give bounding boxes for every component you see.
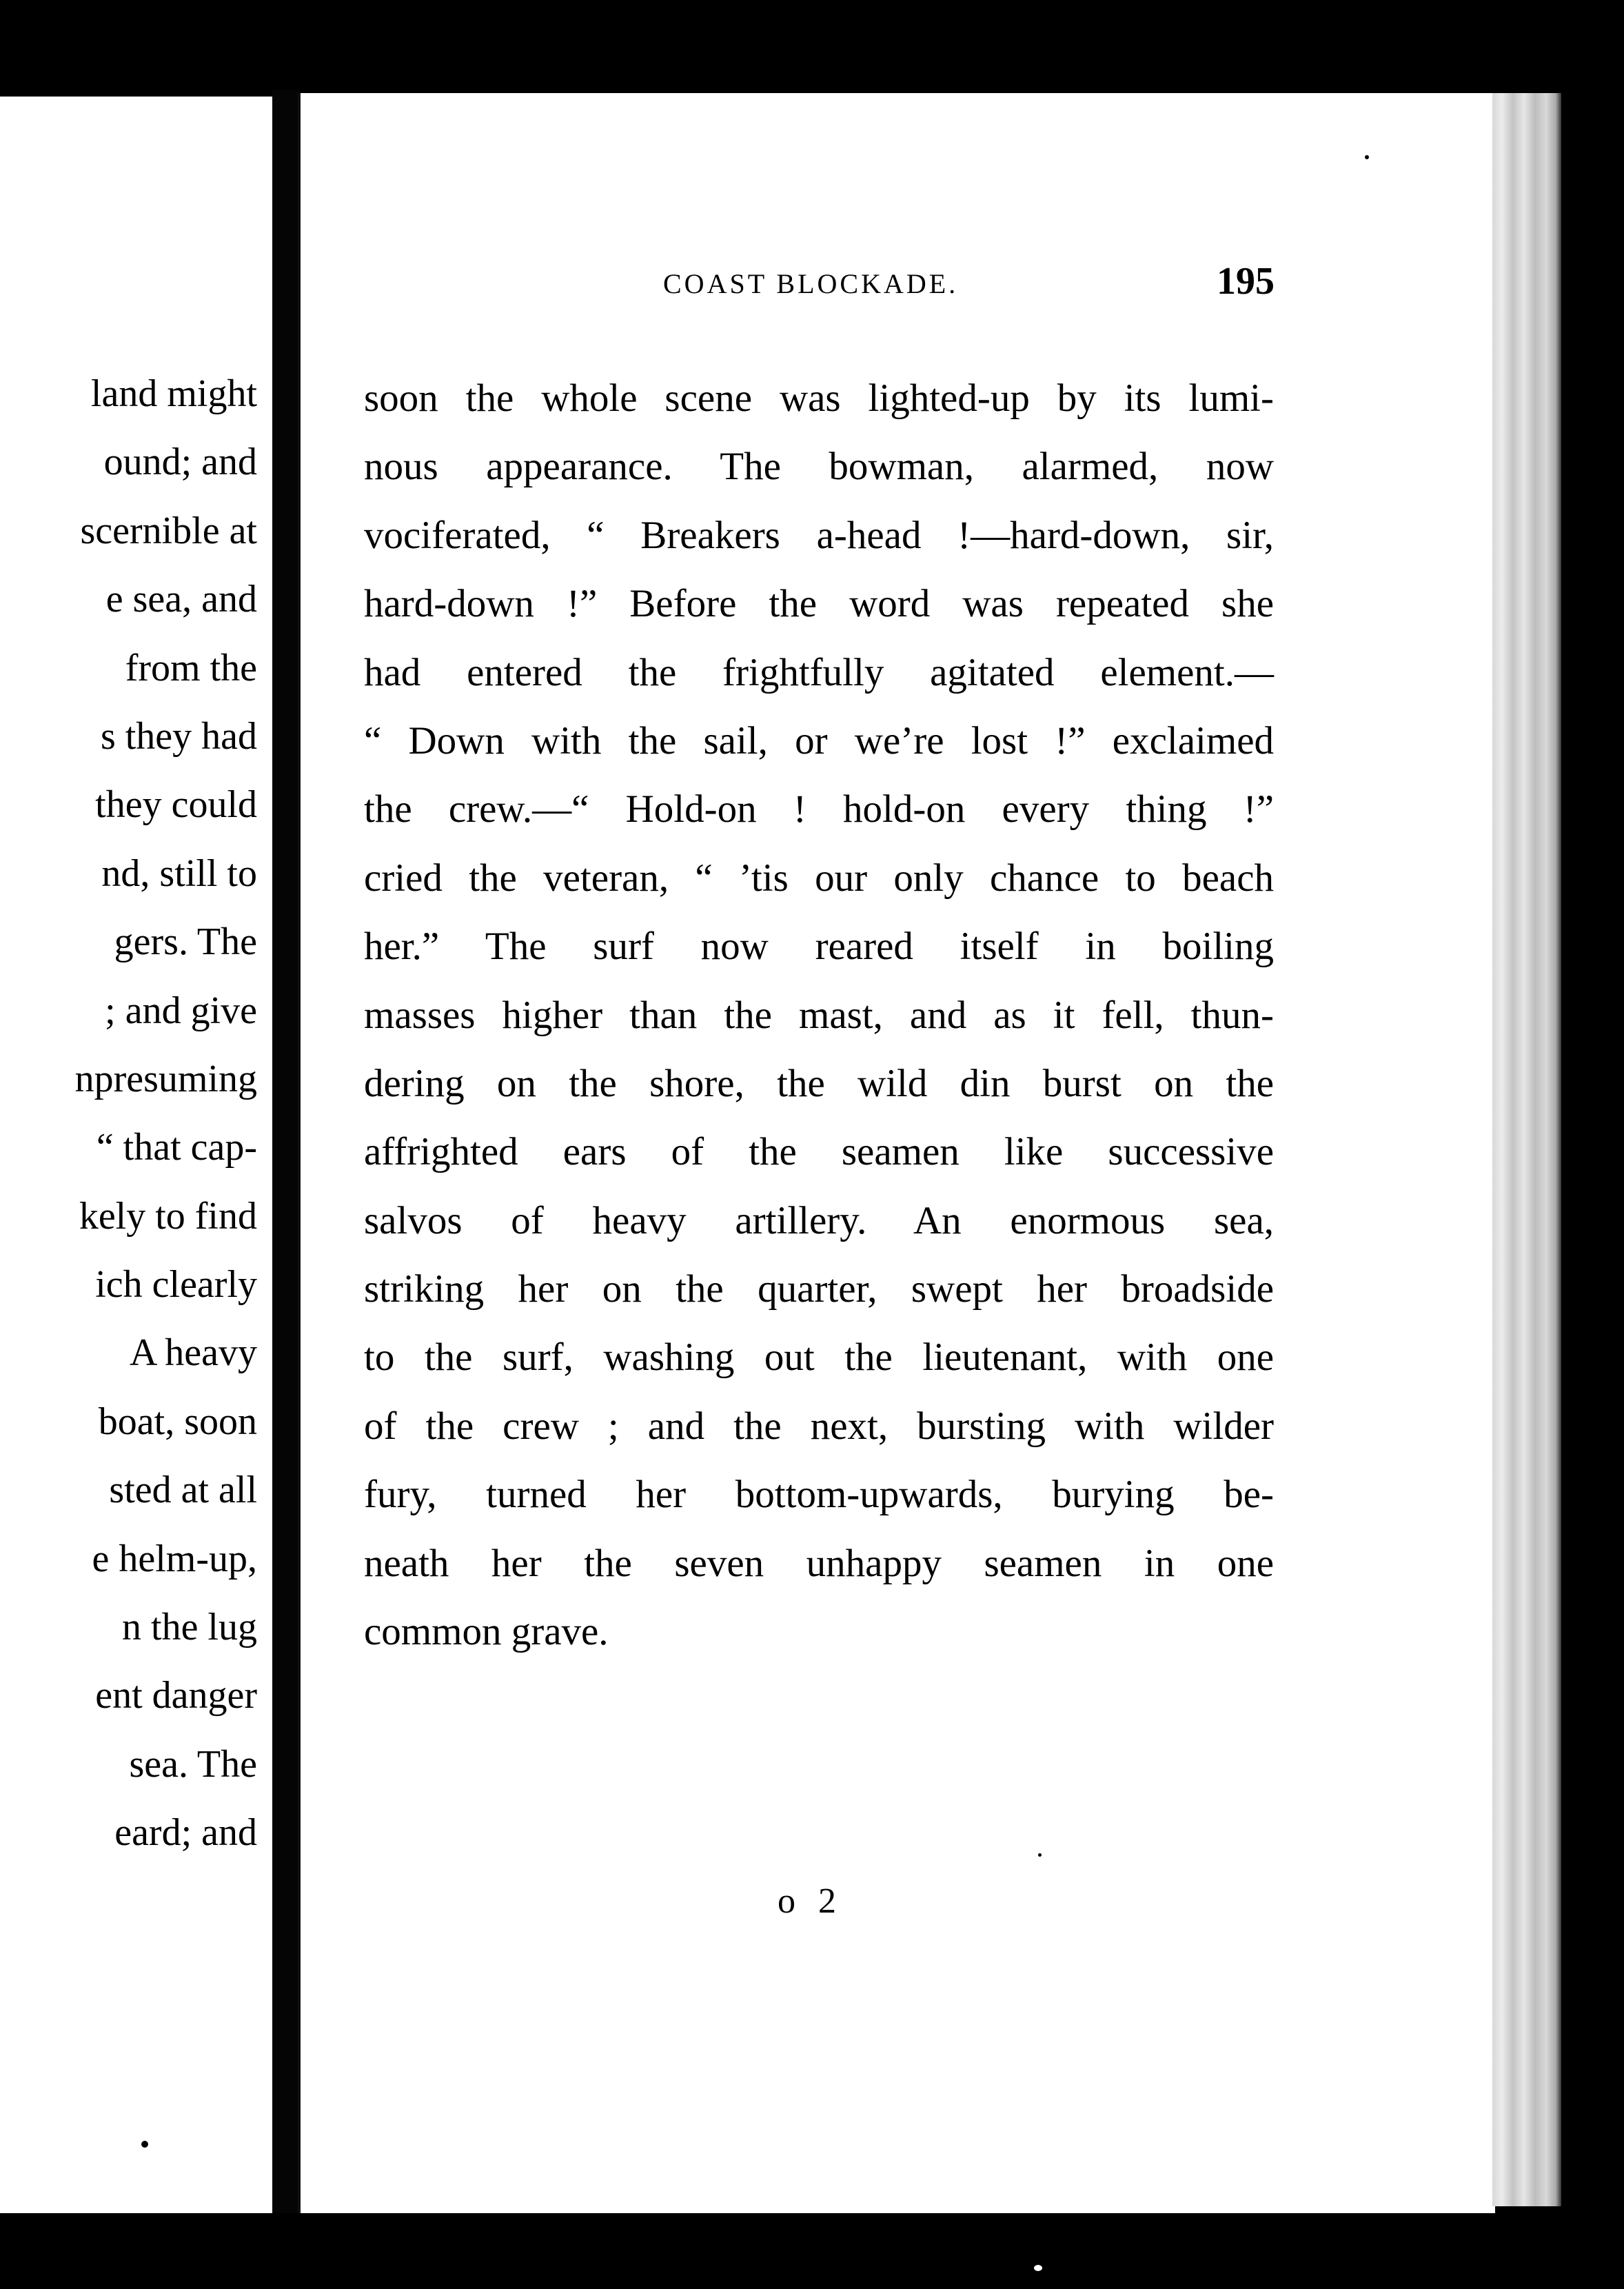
left-page-line: e sea, and bbox=[105, 578, 257, 621]
left-page-line: gers. The bbox=[114, 920, 257, 964]
text-line: dering on the shore, the wild din burst on the bbox=[364, 1061, 1274, 1105]
left-page-line: sea. The bbox=[129, 1742, 257, 1786]
page-edges bbox=[1492, 93, 1561, 2206]
page-number: 195 bbox=[1217, 260, 1275, 303]
text-line: soon the whole scene was lighted-up by its lumi- bbox=[364, 376, 1274, 420]
running-head: COAST BLOCKADE. bbox=[663, 268, 959, 299]
text-line: hard-down !” Before the word was repeated she bbox=[364, 582, 1274, 626]
left-page bbox=[0, 97, 272, 2213]
body-text bbox=[364, 364, 1274, 1666]
left-page-line: they could bbox=[95, 783, 257, 827]
ink-speck bbox=[141, 2141, 148, 2148]
left-page-line: ent danger bbox=[95, 1674, 257, 1717]
text-line: salvos of heavy artillery. An enormous sea, bbox=[364, 1198, 1274, 1242]
text-line: common grave. bbox=[364, 1610, 609, 1654]
text-line: the crew.—“ Hold-on ! hold-on every thing !” bbox=[364, 787, 1274, 831]
text-line: neath her the seven unhappy seamen in one bbox=[364, 1541, 1274, 1585]
left-page-line: from the bbox=[125, 646, 257, 689]
ink-speck bbox=[1038, 1853, 1042, 1857]
left-page-line: npresuming bbox=[74, 1057, 257, 1100]
left-page-line: ; and give bbox=[105, 989, 257, 1032]
text-line: nous appearance. The bowman, alarmed, now bbox=[364, 445, 1274, 489]
text-line: her.” The surf now reared itself in boiling bbox=[364, 925, 1274, 969]
left-page-line: A heavy bbox=[129, 1331, 257, 1375]
left-page-line: ound; and bbox=[103, 441, 257, 484]
left-page-line: s they had bbox=[100, 714, 257, 758]
left-page-line: e helm-up, bbox=[92, 1537, 257, 1580]
left-page-line: sted at all bbox=[109, 1469, 257, 1512]
text-line: vociferated, “ Breakers a-head !—hard-down, sir, bbox=[364, 513, 1274, 557]
left-page-line: “ that cap- bbox=[96, 1126, 257, 1169]
left-page-line: kely to find bbox=[79, 1194, 257, 1238]
dust-speck bbox=[1034, 2265, 1042, 2271]
left-page-line: nd, still to bbox=[101, 851, 257, 895]
text-line: had entered the frightfully agitated element.— bbox=[364, 650, 1274, 694]
text-line: cried the veteran, “ ’tis our only chance to beach bbox=[364, 856, 1274, 900]
text-line: to the surf, washing out the lieutenant, with one bbox=[364, 1335, 1274, 1380]
left-page-line: land might bbox=[90, 372, 257, 415]
signature-mark: o 2 bbox=[778, 1882, 843, 1921]
book-gutter bbox=[272, 90, 300, 2213]
ink-speck bbox=[1365, 155, 1369, 159]
left-page-text bbox=[75, 360, 257, 1868]
left-page-line: scernible at bbox=[80, 509, 257, 552]
text-line: “ Down with the sail, or we’re lost !” exclaimed bbox=[364, 718, 1274, 763]
text-line: fury, turned her bottom-upwards, burying be- bbox=[364, 1473, 1274, 1517]
left-page-line: n the lug bbox=[122, 1606, 257, 1649]
text-line: of the crew ; and the next, bursting with wilder bbox=[364, 1404, 1274, 1448]
text-line: striking her on the quarter, swept her broadside bbox=[364, 1267, 1274, 1311]
left-page-line: boat, soon bbox=[98, 1400, 257, 1443]
left-page-line: eard; and bbox=[114, 1811, 257, 1855]
text-line: affrighted ears of the seamen like successive bbox=[364, 1130, 1274, 1174]
text-line: masses higher than the mast, and as it fell, thun- bbox=[364, 993, 1274, 1037]
left-page-line: ich clearly bbox=[95, 1263, 257, 1307]
